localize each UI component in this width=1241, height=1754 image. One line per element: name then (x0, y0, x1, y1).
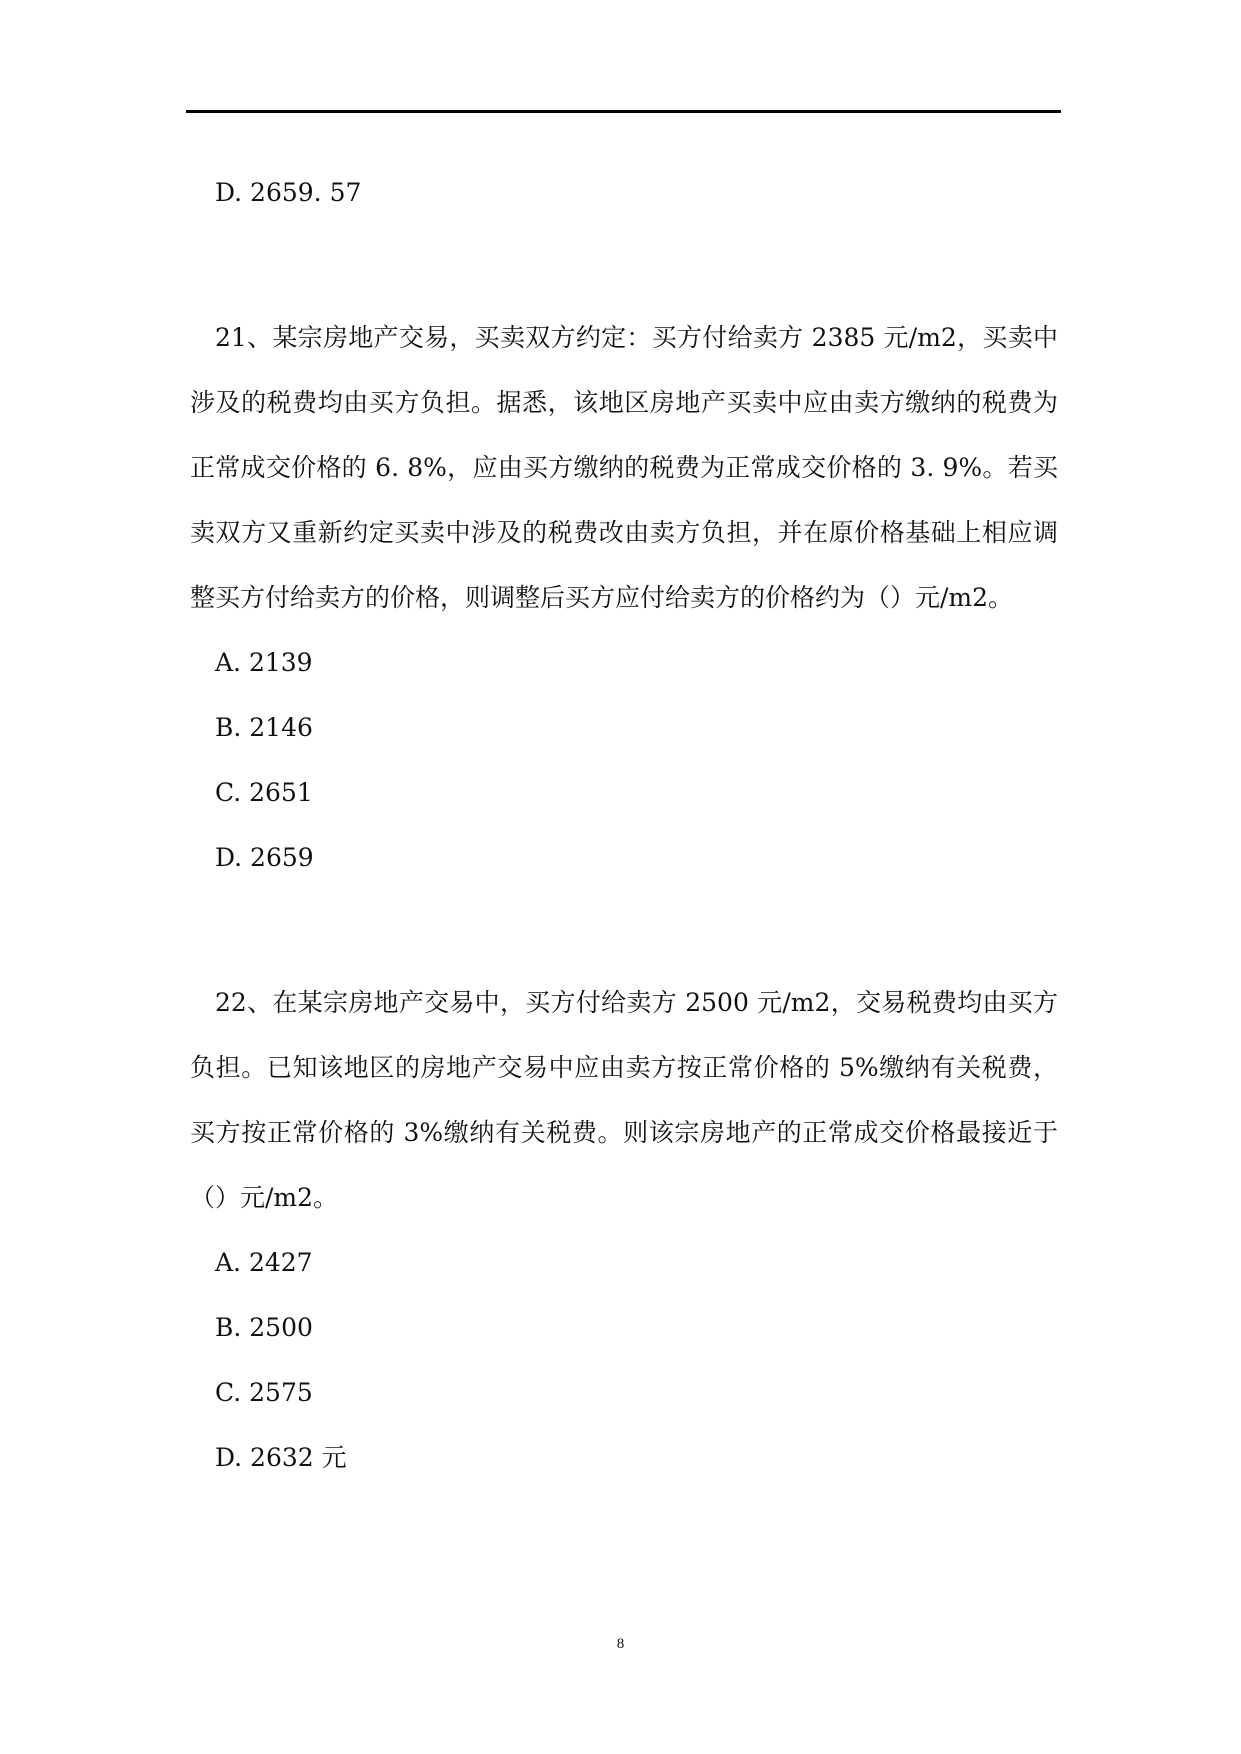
prev-question-option-d: D. 2659. 57 (215, 178, 362, 207)
question-22-option-a: A. 2427 (215, 1248, 313, 1277)
question-22-option-d: D. 2632 元 (215, 1443, 347, 1472)
question-21-text: 21、某宗房地产交易，买卖双方约定：买方付给卖方 2385 元/m2，买卖中涉及的税费均由买方负担。据悉，该地区房地产买卖中应由卖方缴纳的税费为正常成交价格的 6. 8%，应由买方缴纳的税费为正常成交价格的 3. 9%。若买卖双方又重新约定买卖中涉及的税费改由卖方负担，并在原价格基础上相应调整买方付给卖方的价格，则调整后买方应付给卖方的价格约为（）元/m2。 (190, 323, 1058, 612)
header-rule (186, 110, 1061, 113)
page-content (190, 160, 1058, 1490)
question-22-text: 22、在某宗房地产交易中，买方付给卖方 2500 元/m2，交易税费均由买方负担。已知该地区的房地产交易中应由卖方按正常价格的 5%缴纳有关税费，买方按正常价格的 3%缴纳有关税费。则该宗房地产的正常成交价格最接近于（）元/m2。 (190, 988, 1058, 1212)
question-21-option-d: D. 2659 (215, 843, 314, 872)
spacer (190, 225, 1058, 305)
question-22-option-b: B. 2500 (215, 1313, 313, 1342)
question-21-option-c: C. 2651 (215, 778, 313, 807)
spacer (190, 890, 1058, 970)
page-number: 8 (616, 1636, 625, 1652)
question-22-option-c: C. 2575 (215, 1378, 313, 1407)
question-21-option-a: A. 2139 (215, 648, 313, 677)
question-21-option-b: B. 2146 (215, 713, 313, 742)
